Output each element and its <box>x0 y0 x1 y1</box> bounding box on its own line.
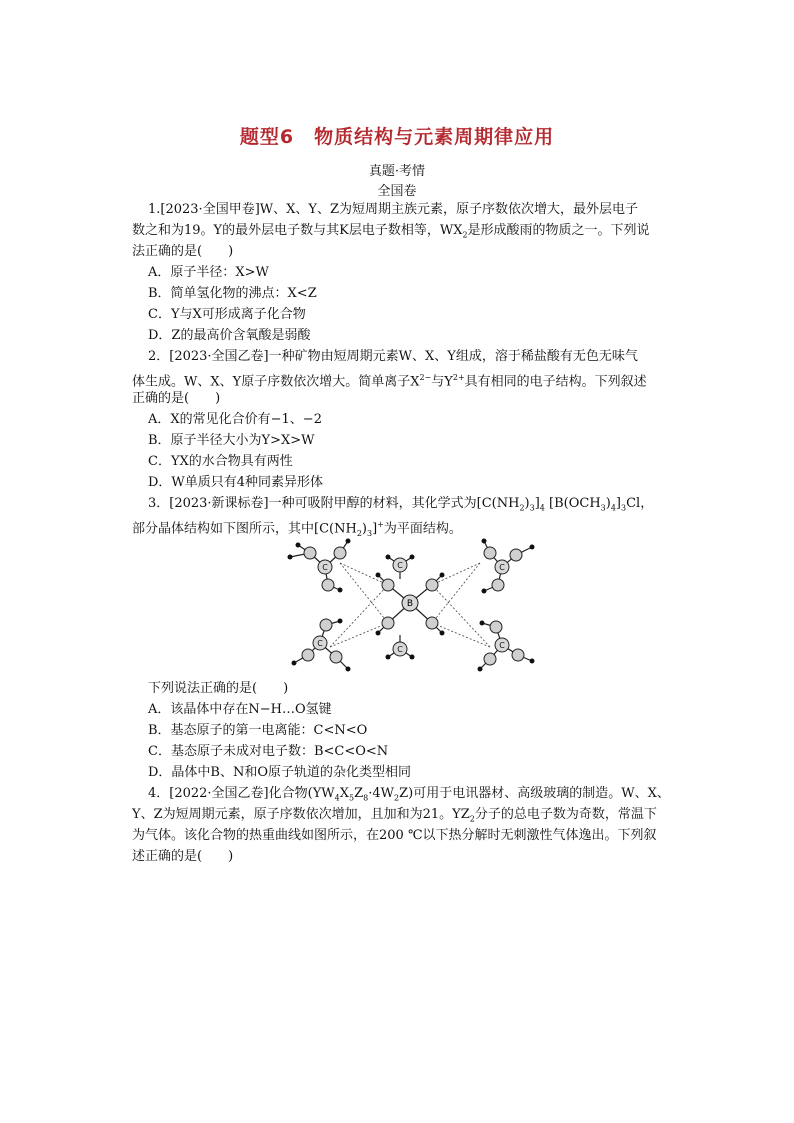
carbon-label: C <box>397 645 403 654</box>
q4-stem-line1: 4．[2022·全国乙卷]化合物$(YW_4X_5Z_8\cdot 4W_2Z)$可用于电讯器材、高级玻璃的制造。W、X、 <box>148 786 670 803</box>
q2-stem-line1: 2．[2023·全国乙卷]一种矿物由短周期元素W、X、Y组成，溶于稀盐酸有无色无味气 <box>148 349 638 364</box>
q3-option-c: C．基态原子未成对电子数：B<C<O<N <box>148 744 389 759</box>
carbon-label: C <box>322 563 328 572</box>
carbon-label: C <box>317 639 323 648</box>
q4-stem-line2: Y、Z为短周期元素，原子序数依次增加，且加和为21。$YZ_2$分子的总电子数为奇数，常温下 <box>132 807 657 824</box>
q2-option-b: B．原子半径大小为Y>X>W <box>148 433 315 448</box>
section-heading: 全国卷 <box>377 184 417 199</box>
carbon-label: C <box>499 641 505 650</box>
q1-option-a: A．原子半径：X>W <box>148 265 269 280</box>
q1-option-b: B．简单氢化物的沸点：X<Z <box>148 286 317 301</box>
q3-option-a: A．该晶体中存在N−H…O氢键 <box>148 702 332 717</box>
q3-option-d: D．晶体中B、N和O原子轨道的杂化类型相同 <box>148 765 412 780</box>
q3-option-b: B．基态原子的第一电离能：C<N<O <box>148 723 368 738</box>
carbon-label: C <box>397 561 403 570</box>
q2-option-d: D．W单质只有4种同素异形体 <box>148 475 324 490</box>
q2-stem-line3: 正确的是( ) <box>132 391 221 406</box>
q3-stem-line1: 3．[2023·新课标卷]一种可吸附甲醇的材料，其化学式为$[C(NH_2)_3]_4$ $[B(OCH_3)_4]_3Cl$， <box>148 496 654 513</box>
q2-option-a: A．X的常见化合价有−1、−2 <box>148 412 322 427</box>
q4-stem-line3: 为气体。该化合物的热重曲线如图所示，在200 ℃以下热分解时无刺激性气体逸出。下列叙 <box>132 828 657 843</box>
q1-stem-line3: 法正确的是( ) <box>132 244 234 259</box>
q1-option-d: D．Z的最高价含氧酸是弱酸 <box>148 328 311 343</box>
q1-stem-line1: 1.[2023·全国甲卷]W、X、Y、Z为短周期主族元素，原子序数依次增大，最外层电子 <box>148 202 638 217</box>
subtitle: 真题·考情 <box>368 164 426 179</box>
q2-stem-line2: 体生成。W、X、Y原子序数依次增大。简单离子$X^{2-}$与$Y^{2+}$具有相同的电子结构。下列叙述 <box>132 373 647 390</box>
q2-option-c: C．YX的水合物具有两性 <box>148 454 293 469</box>
crystal-structure-figure <box>270 535 550 675</box>
carbon-label: C <box>499 563 505 572</box>
q1-stem-line2: 数之和为19。Y的最外层电子数与其K层电子数相等，$WX_2$是形成酸雨的物质之一。下列说 <box>132 223 650 240</box>
boron-label: B <box>406 599 414 609</box>
q3-prompt: 下列说法正确的是( ) <box>148 681 289 696</box>
q4-stem-line4: 述正确的是( ) <box>132 849 234 864</box>
q1-option-c: C．Y与X可形成离子化合物 <box>148 307 306 322</box>
page-title: 题型6 物质结构与元素周期律应用 <box>239 126 555 148</box>
q3-stem-line2: 部分晶体结构如下图所示，其中$[C(NH_2)_3]^+$为平面结构。 <box>132 520 462 538</box>
